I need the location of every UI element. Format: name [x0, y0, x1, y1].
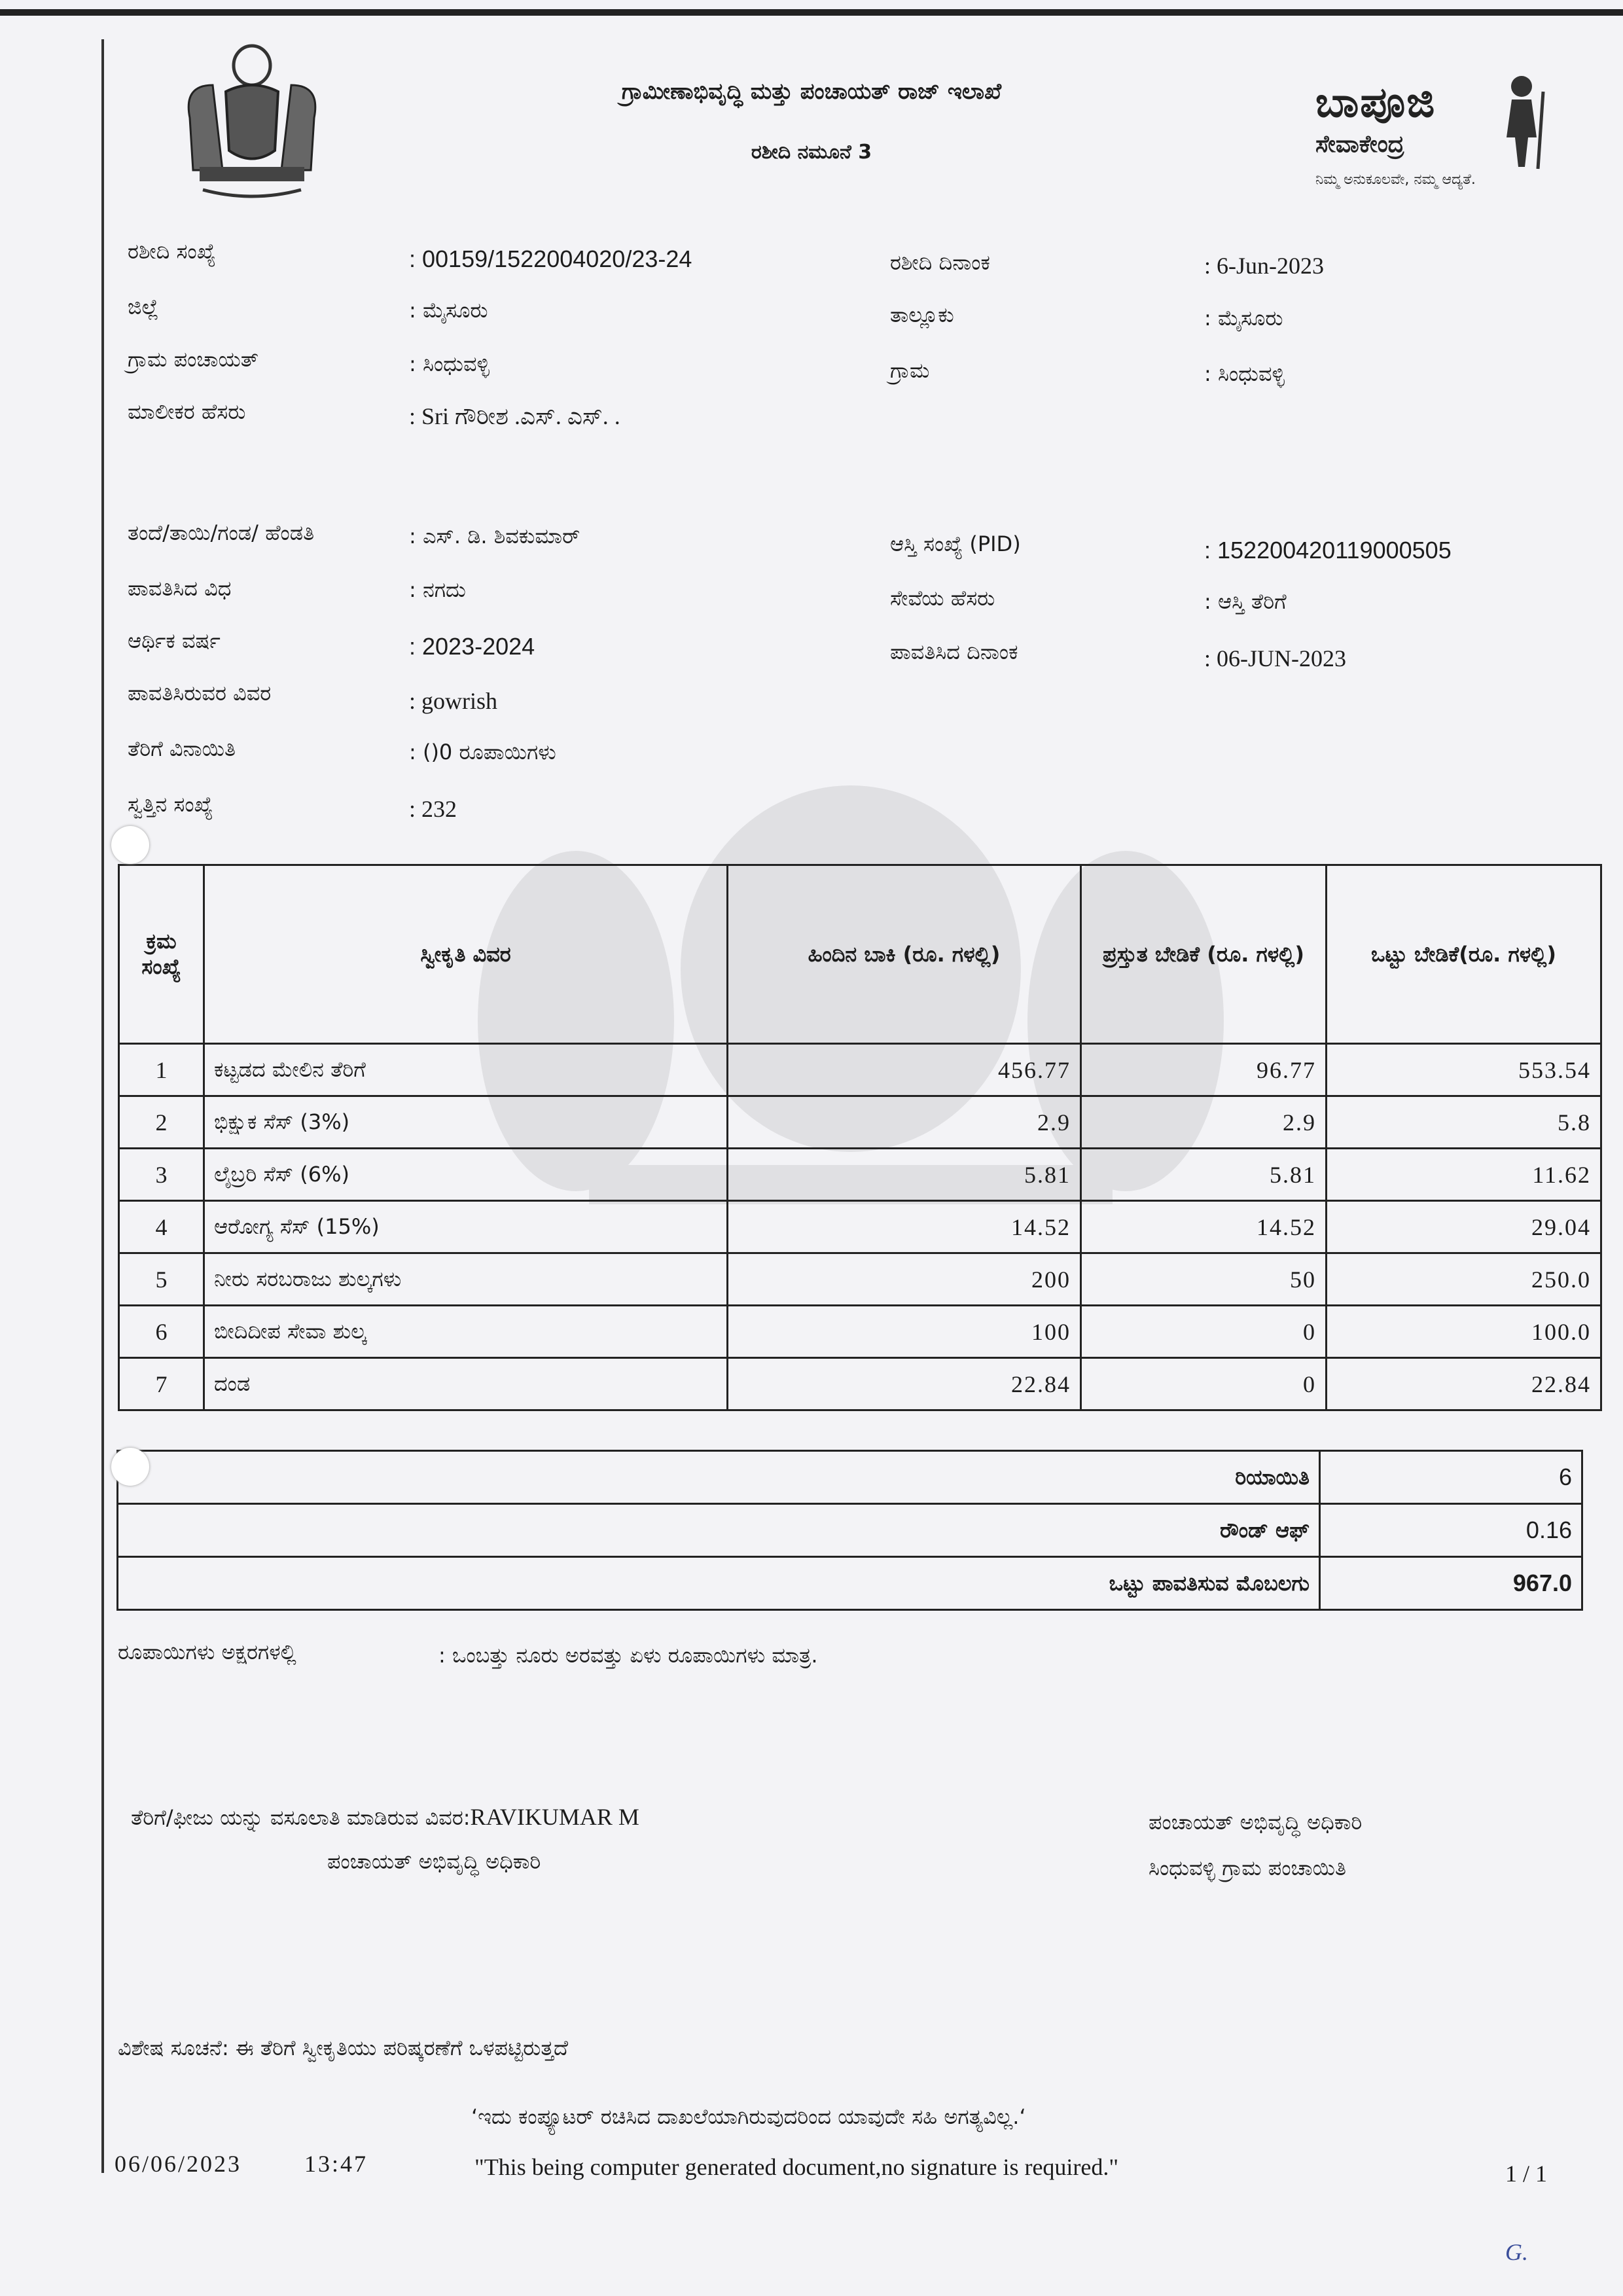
left-margin-line	[101, 39, 104, 2173]
row-description: ಬೀದಿದೀಪ ಸೇವಾ ಶುಲ್ಕ	[204, 1306, 728, 1358]
handwritten-mark: G.	[1505, 2239, 1528, 2265]
table-row	[119, 1044, 1601, 1096]
row-current-demand: 0	[1081, 1358, 1327, 1410]
kannada-disclaimer: ‘ಇದು ಕಂಪ್ಯೂಟರ್ ರಚಿಸಿದ ದಾಖಲೆಯಾಗಿರುವುದರಿಂದ ಯಾವುದೇ ಸಹಿ ಅಗತ್ಯವಿಲ್ಲ.‘	[471, 2104, 1026, 2129]
table-row	[119, 1253, 1601, 1306]
row-serial: 7	[119, 1358, 204, 1410]
roundoff-label: ರೌಂಡ್ ಆಫ್	[118, 1504, 1320, 1557]
financial-year-label: ಆರ್ಥಿಕ ವರ್ಷ	[128, 628, 221, 653]
paid-date-value: : 06-JUN-2023	[1204, 645, 1346, 672]
payer-details-label: ಪಾವತಿಸಿರುವರ ವಿವರ	[128, 681, 272, 706]
receipt-no-label: ರಶೀದಿ ಸಂಖ್ಯೆ	[128, 239, 216, 264]
table-row	[119, 1096, 1601, 1149]
roundoff-row	[118, 1504, 1582, 1557]
row-total-demand: 250.0	[1327, 1253, 1601, 1306]
col-header-current-demand: ಪ್ರಸ್ತುತ ಬೇಡಿಕೆ (ರೂ. ಗಳಲ್ಲಿ)	[1081, 865, 1327, 1044]
total-payable-value: 967.0	[1320, 1557, 1582, 1610]
property-number-value: : 232	[409, 796, 457, 822]
row-current-demand: 50	[1081, 1253, 1327, 1306]
row-description: ಭಿಕ್ಷುಕ ಸೆಸ್ (3%)	[204, 1096, 728, 1149]
row-description: ಆರೋಗ್ಯ ಸೆಸ್ (15%)	[204, 1201, 728, 1253]
tax-exemption-label: ತೆರಿಗೆ ವಿನಾಯಿತಿ	[128, 736, 236, 761]
collector-name: RAVIKUMAR M	[470, 1804, 639, 1830]
collector-label-text: ತೆರಿಗೆ/ಫೀಜು ಯನ್ನು ವಸೂಲಾತಿ ಮಾಡಿರುವ ವಿವರ:	[131, 1805, 471, 1830]
receipt-date-value: : 6-Jun-2023	[1204, 253, 1324, 279]
collector-label	[131, 1803, 639, 1831]
parent-spouse-value: : ಎಸ್. ಡಿ. ಶಿವಕುಮಾರ್	[409, 524, 580, 548]
form-title: ರಶೀದಿ ನಮೂನೆ 3	[751, 141, 872, 164]
taluk-label: ತಾಲ್ಲೂಕು	[890, 302, 954, 327]
page-number: 1 / 1	[1505, 2161, 1548, 2187]
row-current-demand: 14.52	[1081, 1201, 1327, 1253]
punch-hole	[111, 1448, 149, 1486]
bapuji-logo-tagline: ನಿಮ್ಮ ಅನುಕೂಲವೇ, ನಮ್ಮ ಆದ್ಯತೆ.	[1315, 171, 1476, 188]
payer-details-value: : gowrish	[409, 688, 497, 714]
row-description: ದಂಡ	[204, 1358, 728, 1410]
row-serial: 4	[119, 1201, 204, 1253]
amount-in-words-value: : ಒಂಬತ್ತು ನೂರು ಅರವತ್ತು ಏಳು ರೂಪಾಯಿಗಳು ಮಾತ್ರ.	[438, 1643, 818, 1668]
row-current-demand: 5.81	[1081, 1149, 1327, 1201]
special-note: ವಿಶೇಷ ಸೂಚನೆ: ಈ ತೆರಿಗೆ ಸ್ವೀಕೃತಿಯು ಪರಿಷ್ಕರಣೆಗೆ ಒಳಪಟ್ಟಿರುತ್ತದೆ	[118, 2036, 568, 2060]
roundoff-value: 0.16	[1320, 1504, 1582, 1557]
row-serial: 1	[119, 1044, 204, 1096]
receipt-table	[118, 864, 1602, 1411]
amount-in-words-label: ರೂಪಾಯಿಗಳು ಅಕ್ಷರಗಳಲ್ಲಿ	[118, 1640, 296, 1664]
rebate-label: ರಿಯಾಯಿತಿ	[118, 1451, 1320, 1504]
district-value: : ಮೈಸೂರು	[409, 298, 488, 323]
col-header-serial: ಕ್ರಮ ಸಂಖ್ಯೆ	[119, 865, 204, 1044]
row-previous-balance: 200	[728, 1253, 1081, 1306]
col-header-description: ಸ್ವೀಕೃತಿ ವಿವರ	[204, 865, 728, 1044]
payment-mode-value: : ನಗದು	[409, 577, 466, 602]
col-header-previous-balance: ಹಿಂದಿನ ಬಾಕಿ (ರೂ. ಗಳಲ್ಲಿ)	[728, 865, 1081, 1044]
receipt-no-value: : 00159/1522004020/23-24	[409, 245, 692, 272]
row-previous-balance: 22.84	[728, 1358, 1081, 1410]
row-description: ಲೈಬ್ರರಿ ಸೆಸ್ (6%)	[204, 1149, 728, 1201]
row-previous-balance: 456.77	[728, 1044, 1081, 1096]
col-header-total-demand: ಒಟ್ಟು ಬೇಡಿಕೆ(ರೂ. ಗಳಲ್ಲಿ)	[1327, 865, 1601, 1044]
gram-panchayat-value: : ಸಿಂಧುವಳ್ಳಿ	[409, 351, 490, 376]
summary-table	[116, 1450, 1583, 1611]
row-serial: 5	[119, 1253, 204, 1306]
table-row	[119, 1306, 1601, 1358]
rebate-row	[118, 1451, 1582, 1504]
print-time: 13:47	[304, 2151, 368, 2177]
row-serial: 2	[119, 1096, 204, 1149]
parent-spouse-label: ತಂದೆ/ತಾಯಿ/ಗಂಡ/ ಹೆಂಡತಿ	[128, 520, 315, 545]
financial-year-value: : 2023-2024	[409, 633, 535, 660]
row-total-demand: 11.62	[1327, 1149, 1601, 1201]
row-serial: 3	[119, 1149, 204, 1201]
row-current-demand: 0	[1081, 1306, 1327, 1358]
print-date: 06/06/2023	[115, 2151, 242, 2177]
owner-name-value: : Sri ಗೌರೀಶ .ಎಸ್. ಎಸ್. .	[409, 403, 620, 429]
row-current-demand: 96.77	[1081, 1044, 1327, 1096]
row-total-demand: 29.04	[1327, 1201, 1601, 1253]
table-row	[119, 1358, 1601, 1410]
english-disclaimer: "This being computer generated document,no signature is required."	[474, 2154, 1119, 2180]
row-total-demand: 100.0	[1327, 1306, 1601, 1358]
row-previous-balance: 2.9	[728, 1096, 1081, 1149]
village-value: : ಸಿಂಧುವಳ್ಳಿ	[1204, 361, 1285, 386]
department-title: ಗ್ರಾಮೀಣಾಭಿವೃದ್ಧಿ ಮತ್ತು ಪಂಚಾಯತ್ ರಾಜ್ ಇಲಾಖೆ	[621, 79, 1002, 105]
row-previous-balance: 100	[728, 1306, 1081, 1358]
pid-label: ಆಸ್ತಿ ಸಂಖ್ಯೆ (PID)	[890, 531, 1021, 556]
row-total-demand: 22.84	[1327, 1358, 1601, 1410]
row-description: ಕಟ್ಟಡದ ಮೇಲಿನ ತೆರಿಗೆ	[204, 1044, 728, 1096]
row-current-demand: 2.9	[1081, 1096, 1327, 1149]
service-name-label: ಸೇವೆಯ ಹೆಸರು	[890, 586, 995, 611]
row-description: ನೀರು ಸರಬರಾಜು ಶುಲ್ಕಗಳು	[204, 1253, 728, 1306]
paid-date-label: ಪಾವತಿಸಿದ ದಿನಾಂಕ	[890, 639, 1018, 664]
taluk-value: : ಮೈಸೂರು	[1204, 306, 1283, 331]
owner-name-label: ಮಾಲೀಕರ ಹೆಸರು	[128, 399, 246, 424]
rebate-value: 6	[1320, 1451, 1582, 1504]
row-serial: 6	[119, 1306, 204, 1358]
receipt-date-label: ರಶೀದಿ ದಿನಾಂಕ	[890, 250, 990, 275]
property-number-label: ಸ್ವತ್ತಿನ ಸಂಖ್ಯೆ	[128, 792, 213, 817]
officer-title: ಪಂಚಾಯತ್ ಅಭಿವೃದ್ಧಿ ಅಧಿಕಾರಿ	[1149, 1810, 1363, 1835]
payment-mode-label: ಪಾವತಿಸಿದ ವಿಧ	[128, 576, 232, 601]
table-row	[119, 1149, 1601, 1201]
tax-exemption-value: : ()0 ರೂಪಾಯಿಗಳು	[409, 740, 556, 764]
total-payable-label: ಒಟ್ಟು ಪಾವತಿಸುವ ಮೊಬಲಗು	[118, 1557, 1320, 1610]
officer-office: ಸಿಂಧುವಳ್ಳಿ ಗ್ರಾಮ ಪಂಚಾಯಿತಿ	[1149, 1856, 1346, 1880]
row-total-demand: 553.54	[1327, 1044, 1601, 1096]
row-previous-balance: 5.81	[728, 1149, 1081, 1201]
service-name-value: : ಆಸ್ತಿ ತೆರಿಗೆ	[1204, 589, 1287, 614]
pid-value: : 152200420119000505	[1204, 537, 1452, 564]
table-header-row	[119, 865, 1601, 1044]
total-payable-row	[118, 1557, 1582, 1610]
bapuji-logo-word: ಬಾಪೂಜಿ	[1315, 79, 1436, 127]
state-emblem-icon	[177, 39, 327, 203]
top-border-line	[0, 9, 1623, 16]
collector-designation: ಪಂಚಾಯತ್ ಅಭಿವೃದ್ಧಿ ಅಧಿಕಾರಿ	[327, 1849, 541, 1874]
row-total-demand: 5.8	[1327, 1096, 1601, 1149]
bapuji-logo-sub: ಸೇವಾಕೇಂದ್ರ	[1315, 131, 1404, 158]
punch-hole	[111, 826, 149, 864]
table-row	[119, 1201, 1601, 1253]
district-label: ಜಿಲ್ಲೆ	[128, 295, 159, 319]
gandhi-figure-icon	[1486, 72, 1558, 170]
gram-panchayat-label: ಗ್ರಾಮ ಪಂಚಾಯತ್	[128, 347, 259, 372]
row-previous-balance: 14.52	[728, 1201, 1081, 1253]
village-label: ಗ್ರಾಮ	[890, 358, 930, 383]
